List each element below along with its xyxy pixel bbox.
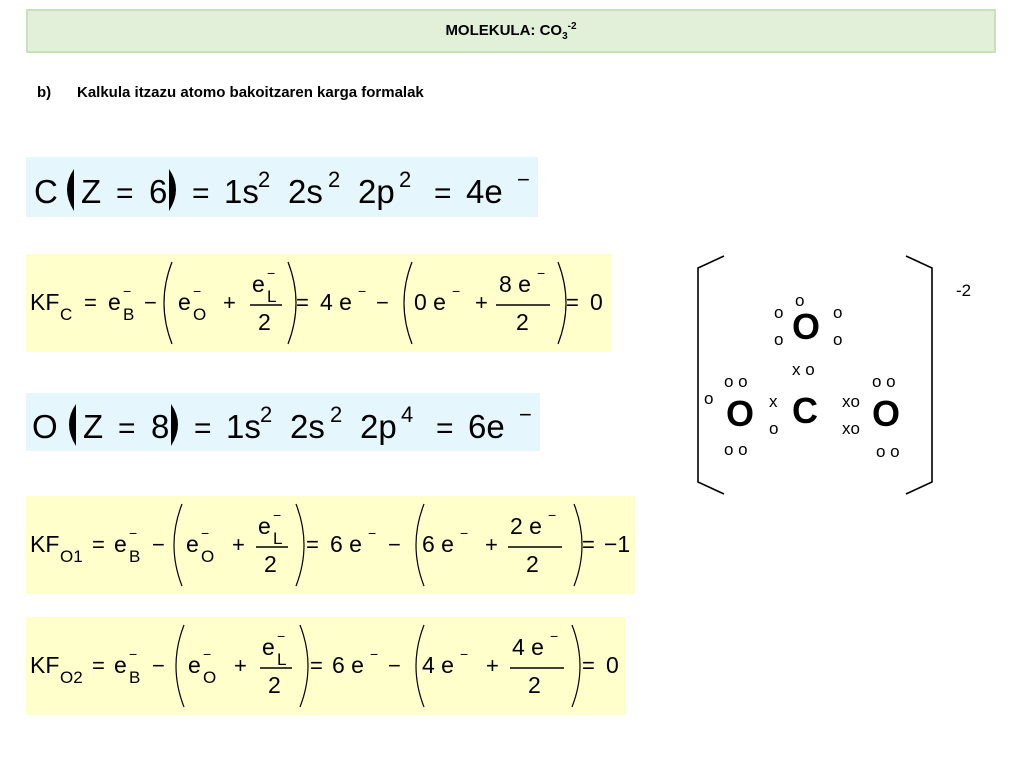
paren-open: [164, 262, 172, 344]
paren-open: [69, 404, 76, 446]
value-lone: 4 e: [512, 634, 544, 660]
oxygen-atom: O: [32, 408, 58, 445]
paren-open: [176, 625, 184, 707]
formal-charge-carbon: [26, 254, 612, 352]
value-bonding-exp: −: [368, 525, 377, 541]
valence-exp: −: [519, 402, 532, 427]
orbital-3-exp: 4: [401, 402, 414, 427]
kf-subscript: O2: [60, 668, 83, 687]
op-plus: +: [234, 653, 247, 678]
right-bracket: [906, 256, 932, 494]
value-other: 6 e: [422, 531, 454, 557]
paren-open: [67, 169, 74, 211]
valence-electrons: 6e: [468, 408, 505, 445]
op-minus: −: [152, 653, 165, 678]
op-minus: −: [388, 653, 401, 678]
e-bonding: e: [108, 289, 121, 315]
value-bonding: 6 e: [332, 652, 364, 678]
kf-label: KF: [30, 289, 60, 315]
e-other-sub: O: [201, 547, 215, 566]
formal-charge-carbon-svg: [26, 254, 612, 352]
carbon-atom: C: [792, 390, 818, 431]
value-lone-exp: −: [550, 628, 559, 644]
orbital-1: 1s: [224, 173, 259, 210]
carbon-config: [26, 157, 538, 217]
paren-close: [574, 504, 582, 586]
value-other: 0 e: [414, 289, 446, 315]
top-oxygen-atom: O: [792, 306, 821, 347]
value-bonding: 6 e: [330, 531, 362, 557]
kf-label: KF: [30, 531, 60, 557]
op-minus: −: [376, 290, 389, 315]
z-label: Z: [81, 173, 102, 210]
paren-open: [404, 262, 412, 344]
valence-exp: −: [517, 167, 530, 192]
value-bonding: 4 e: [320, 289, 352, 315]
lone-pair-dots: o o: [876, 442, 900, 461]
lewis-structure-svg: [690, 250, 990, 500]
e-bonding-sub: B: [129, 668, 141, 687]
orbital-2-exp: 2: [330, 402, 343, 427]
oxygen-config-svg: [26, 393, 540, 451]
op-equals: =: [92, 532, 105, 557]
value-other: 4 e: [422, 652, 454, 678]
lone-pair-dot: o: [833, 330, 843, 349]
formal-charge-oxygen-2-svg: [26, 617, 626, 715]
carbon-atom: C: [34, 173, 58, 210]
e-lone: e: [262, 634, 275, 660]
e-lone-exp: −: [267, 265, 276, 281]
op-equals: =: [582, 653, 595, 678]
fraction-denominator: 2: [516, 309, 529, 335]
paren-close: [300, 625, 308, 707]
orbital-2-exp: 2: [328, 167, 341, 192]
orbital-1: 1s: [226, 408, 261, 445]
equals-sign: =: [116, 177, 134, 210]
valence-electrons: 4e: [466, 173, 503, 210]
left-bracket: [698, 256, 724, 494]
op-plus: +: [475, 290, 488, 315]
op-minus: −: [152, 532, 165, 557]
lone-pair-dot: o: [774, 330, 784, 349]
fraction-denominator: 2: [258, 309, 271, 335]
result-value: 0: [590, 289, 603, 315]
kf-label: KF: [30, 652, 60, 678]
e-other-exp: −: [201, 525, 210, 541]
e-bonding-exp: −: [129, 525, 138, 541]
fraction-denominator: 2: [264, 551, 277, 577]
lone-pair-dot: o: [833, 303, 843, 322]
paren-close: [169, 169, 176, 211]
left-oxygen-atom: O: [726, 393, 755, 434]
e-other: e: [188, 652, 201, 678]
e-lone-sub: L: [277, 650, 287, 669]
bond-electrons: x o: [792, 360, 815, 379]
paren-open: [174, 504, 182, 586]
e-bonding: e: [114, 652, 127, 678]
equals-sign: =: [192, 177, 210, 210]
bond-electron: x: [769, 392, 778, 411]
op-minus: −: [388, 532, 401, 557]
e-bonding-sub: B: [129, 547, 141, 566]
op-equals: =: [296, 290, 309, 315]
bond-electron: o: [769, 419, 779, 438]
e-other-sub: O: [193, 305, 207, 324]
equals-sign: =: [194, 412, 212, 445]
bond-electrons: xo: [842, 419, 860, 438]
result-value: 0: [606, 652, 619, 678]
e-other: e: [186, 531, 199, 557]
e-other: e: [178, 289, 191, 315]
value-lone: 2 e: [510, 513, 542, 539]
op-equals: =: [310, 653, 323, 678]
e-other-exp: −: [193, 283, 202, 299]
lewis-structure: [690, 250, 990, 500]
value-other-exp: −: [460, 525, 469, 541]
right-oxygen-atom: O: [872, 393, 901, 434]
formal-charge-oxygen-1-svg: [26, 496, 635, 594]
op-equals: =: [306, 532, 319, 557]
lone-pair-dots: o o: [724, 372, 748, 391]
lone-pair-dots: o o: [872, 372, 896, 391]
e-bonding-sub: B: [123, 305, 135, 324]
orbital-3: 2p: [360, 408, 397, 445]
question: [37, 84, 424, 101]
oxygen-config: [26, 393, 540, 451]
e-lone-sub: L: [273, 529, 283, 548]
orbital-1-exp: 2: [258, 167, 271, 192]
paren-close: [558, 262, 566, 344]
op-equals: =: [84, 290, 97, 315]
value-lone-exp: −: [548, 507, 557, 523]
orbital-3: 2p: [358, 173, 395, 210]
z-label: Z: [83, 408, 104, 445]
page-title: MOLEKULA: $CO_3^{-2}$: [445, 20, 577, 42]
e-other-exp: −: [203, 646, 212, 662]
value-other-exp: −: [460, 646, 469, 662]
paren-close: [288, 262, 296, 344]
e-bonding: e: [114, 531, 127, 557]
op-equals: =: [92, 653, 105, 678]
paren-close: [296, 504, 304, 586]
op-minus: −: [144, 290, 157, 315]
equals-sign: =: [436, 412, 454, 445]
kf-subscript: C: [60, 305, 73, 324]
orbital-2: 2s: [288, 173, 323, 210]
kf-subscript: O1: [60, 547, 83, 566]
result-value: −1: [604, 531, 631, 557]
fraction-denominator: 2: [268, 672, 281, 698]
op-plus: +: [232, 532, 245, 557]
e-other-sub: O: [203, 668, 217, 687]
value-bonding-exp: −: [370, 646, 379, 662]
ion-charge: -2: [956, 281, 972, 300]
e-lone: e: [252, 271, 265, 297]
op-plus: +: [486, 653, 499, 678]
lone-pair-dot: o: [704, 389, 714, 408]
paren-close: [171, 404, 178, 446]
lone-pair-dot: o: [774, 303, 784, 322]
lone-pair-dot: o: [795, 291, 805, 310]
lone-pair-dots: o o: [724, 440, 748, 459]
e-lone-exp: −: [277, 628, 286, 644]
z-value: 6: [149, 173, 168, 210]
e-lone-exp: −: [273, 507, 282, 523]
carbon-config-svg: [26, 157, 538, 217]
value-other-exp: −: [452, 283, 461, 299]
op-equals: =: [582, 532, 595, 557]
op-plus: +: [223, 290, 236, 315]
op-equals: =: [566, 290, 579, 315]
fraction-denominator: 2: [528, 672, 541, 698]
equals-sign: =: [118, 412, 136, 445]
value-lone-exp: −: [537, 265, 546, 281]
orbital-3-exp: 2: [399, 167, 412, 192]
title-bar: [26, 9, 996, 53]
orbital-2: 2s: [290, 408, 325, 445]
e-bonding-exp: −: [123, 283, 132, 299]
fraction-denominator: 2: [526, 551, 539, 577]
z-value: 8: [151, 408, 170, 445]
op-plus: +: [485, 532, 498, 557]
question-letter: b): [37, 84, 52, 101]
formal-charge-oxygen-1: [26, 496, 635, 594]
e-bonding-exp: −: [129, 646, 138, 662]
question-text: Kalkula itzazu atomo bakoitzaren karga formalak: [77, 84, 424, 101]
equals-sign: =: [434, 177, 452, 210]
bond-electrons: xo: [842, 392, 860, 411]
e-lone-sub: L: [267, 287, 277, 306]
paren-close: [572, 625, 580, 707]
value-bonding-exp: −: [358, 283, 367, 299]
value-lone: 8 e: [499, 271, 531, 297]
orbital-1-exp: 2: [260, 402, 273, 427]
e-lone: e: [258, 513, 271, 539]
formal-charge-oxygen-2: [26, 617, 626, 715]
